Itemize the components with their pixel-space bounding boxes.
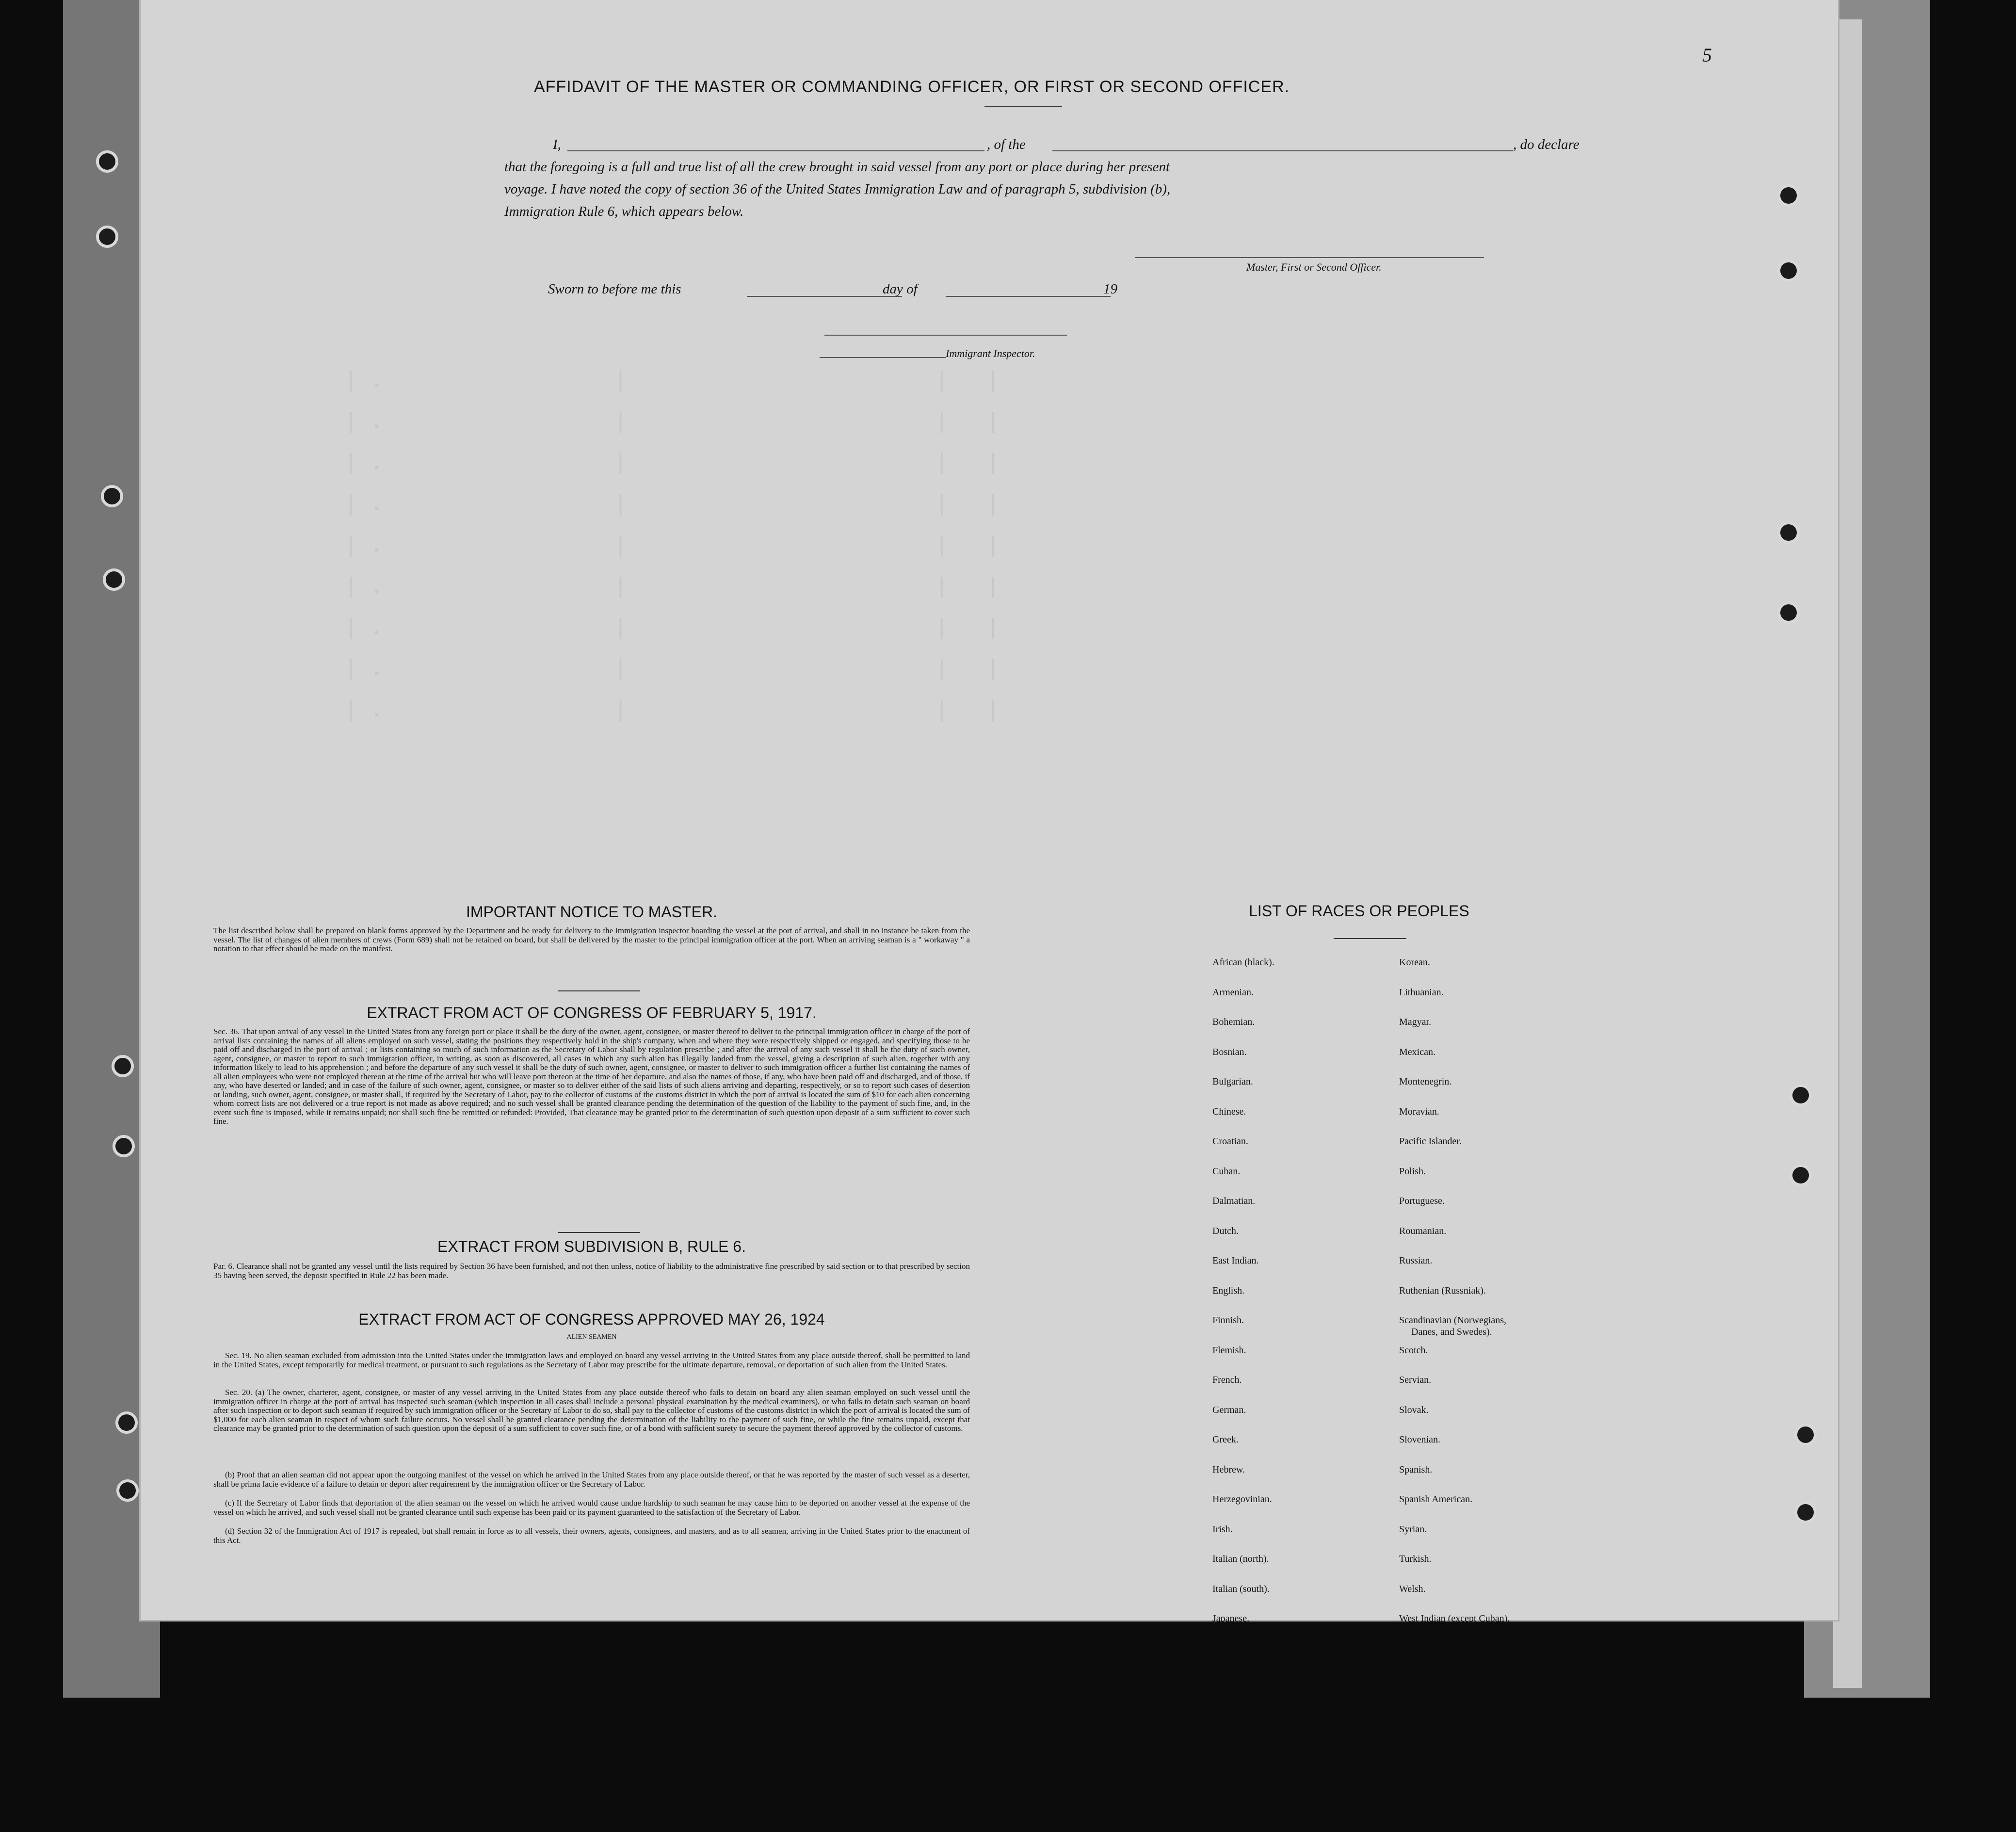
affidavit-do-declare: , do declare [1513,137,1580,152]
race-item: Korean. [1399,957,1430,968]
binder-hole [1777,259,1800,282]
race-item: Flemish. [1212,1345,1246,1356]
race-item: Montenegrin. [1399,1076,1452,1087]
binder-hole [103,568,125,591]
race-item: Hebrew. [1212,1464,1245,1475]
inspector-caption: Immigrant Inspector. [946,347,1035,359]
sworn-day-line [747,296,902,297]
race-item: African (black). [1212,957,1274,968]
binder-hole [101,485,123,507]
bleed-through-marks: | . | | | | . | | | | . | | | | . | | | | . | | | | . | | | | . | | | | . | | | | . | | | [344,367,1000,722]
vessel-blank-line [1052,150,1513,151]
notice-body: The list described below shall be prepared on blank forms approved by the Department and be ready for delivery to the immigration inspector boarding the vessel at the port of arrival, and shall in no instance be taken from the vessel. The list of changes of alien members of crews (Form 689) shall not be retained on board, but shall be delivered by the master to the principal immigration officer at the port. When an arriving seaman is a " workaway " a notation to that effect should be made on the manifest. [213,926,970,953]
extract-1924-p5: (d) Section 32 of the Immigration Act of 1917 is repealed, but shall remain in force as to all vessels, their owners, agents, consignees, and masters, and as to all seamen, arriving in the United States prior to the enactment of this Act. [213,1526,970,1545]
race-item: Dutch. [1212,1225,1239,1236]
race-item: Russian. [1399,1255,1433,1266]
notice-title: IMPORTANT NOTICE TO MASTER. [466,903,717,921]
document-page [141,0,1838,1624]
race-item: Greek. [1212,1434,1239,1445]
binder-hole [1777,601,1800,624]
affidavit-i: I, [553,137,561,152]
race-item: Chinese. [1212,1106,1246,1117]
sworn-day-of: day of [883,281,918,297]
binder-hole [116,1479,139,1502]
binder-hole [96,150,118,173]
race-item: Spanish American. [1399,1494,1473,1505]
sworn-year: 19 [1103,281,1117,297]
race-item: Danes, and Swedes). [1411,1327,1492,1337]
inspector-line-upper [824,335,1067,336]
notice-rule [558,990,640,991]
race-item: Portuguese. [1399,1196,1445,1206]
race-item: Japanese. [1212,1613,1250,1624]
extract-1924-subtitle: ALIEN SEAMEN [566,1333,617,1341]
race-item: Lithuanian. [1399,987,1444,998]
binder-hole [96,226,118,248]
affidavit-line-1: that the foregoing is a full and true list of all the crew brought in said vessel from any port or place during her present [504,159,1170,175]
race-item: Italian (south). [1212,1583,1270,1594]
race-item: West Indian (except Cuban). [1399,1613,1510,1624]
binder-hole [1794,1501,1817,1524]
binder-hole [113,1135,135,1157]
race-item: Pacific Islander. [1399,1136,1462,1147]
race-item: Ruthenian (Russniak). [1399,1285,1486,1296]
extract-1924-p4: (c) If the Secretary of Labor finds that deportation of the alien seaman on the vessel on which he arrived would cause undue hardship to such seaman he may cause him to be deported on another vessel at the expense of the vessel on which he arrived, and such vessel shall not be granted clearance until such expense has been paid or its payment guaranteed to the satisfaction of the Secretary of Labor. [213,1498,970,1517]
affidavit-line-3: Immigration Rule 6, which appears below. [504,204,744,219]
affidavit-title-rule [984,106,1062,107]
master-signature-line [1135,257,1484,258]
extract-1924-p3: (b) Proof that an alien seaman did not appear upon the outgoing manifest of the vessel on which he arrived in the United States from any place outside thereof, or that he was reported by the master of such vessel as a deserter, shall be prima facie evidence of a failure to detain or deport after requirement by the immigration officer or the Secretary of Labor. [213,1470,970,1489]
extract-1924-p1: Sec. 19. No alien seaman excluded from admission into the United States under the immigration laws and employed on board any vessel arriving in the United States from any place outside thereof, shall be permitted to land in the United States, except temporarily for medical treatment, or pursuant to such regulations as the Secretary of Labor may prescribe for the ultimate departure, removal, or deportation of such alien from the United States. [213,1351,970,1369]
rule6-body: Par. 6. Clearance shall not be granted any vessel until the lists required by Section 36 have been furnished, and not then unless, notice of liability to the administrative fine prescribed by said section or to that prescribed by section 35 having been served, the deposit specified in Rule 22 has been made. [213,1262,970,1280]
race-item: Finnish. [1212,1315,1244,1326]
race-item: Scandinavian (Norwegians, [1399,1315,1507,1326]
race-item: English. [1212,1285,1245,1296]
name-blank-line [567,150,984,151]
race-item: Dalmatian. [1212,1196,1256,1206]
race-item: East Indian. [1212,1255,1259,1266]
extract-1917-rule [558,1232,640,1233]
binder-hole [112,1055,134,1077]
binder-hole [1794,1424,1817,1446]
extract-1917-body: Sec. 36. That upon arrival of any vessel in the United States from any foreign port or place it shall be the duty of the owner, agent, consignee, or master thereof to deliver to the principal immigration officer in charge of the port of arrival lists containing the names of all aliens employed on such vessel, stating the positions they respectively hold in the ship's company, when and where they were respectively shipped or engaged, and specifying those to be paid off and discharged in the port of arrival ; or lists containing so much of such information as the Secretary of Labor shall by regulation prescribe ; and after the arrival of any such vessel it shall be the duty of such owner, agent, consignee, or master to report to such immigration officer, in writing, as soon as discovered, all cases in which any such alien has illegally landed from the vessel, giving a description of such alien, together with any information likely to lead to his apprehension ; and before the departure of any such vessel it shall be the duty of such owner, agent, consignee, or master to deliver to such immigration officer a further list containing the names of all alien employees who were not employed thereon at the time of the arrival but who will leave port thereon at the time of her departure, and also the names of those, if any, who have been paid off and discharged, and of those, if any, who have deserted or landed; and in case of the failure of such owner, agent, consignee, or master so to deliver either of the said lists of such aliens arriving and departing, respectively, or so to report such cases of desertion or landing, such owner, agent, consignee, or master shall, if required by the Secretary of Labor, pay to the collector of customs of the customs district in which the port of arrival is located the sum of $10 for each alien concerning whom correct lists are not delivered or a true report is not made as above required; and no such vessel shall be granted clearance pending the determination of the question of the liability to the payment of such fine, and, in the event such fine is imposed, while it remains unpaid; nor shall such fine be remitted or refunded: Provided, That clearance may be granted prior to the determination of such question upon deposit of a sum sufficient to cover such fine. [213,1027,970,1126]
race-item: Magyar. [1399,1017,1432,1027]
race-item: Spanish. [1399,1464,1433,1475]
races-rule [1334,938,1406,939]
races-title: LIST OF RACES OR PEOPLES [1249,902,1469,920]
race-item: Moravian. [1399,1106,1439,1117]
page-number: 5 [1702,44,1712,66]
race-item: Slovenian. [1399,1434,1440,1445]
extract-1924-p2: Sec. 20. (a) The owner, charterer, agent, consignee, or master of any vessel arriving in the United States from any place outside thereof who fails to detain on board any alien seaman employed on such vessel until the immigration officer in charge at the port of arrival has inspected such seaman (which inspection in all cases shall include a personal physical examination by the medical examiners), or who fails to detain such seaman on board after such inspection or to deport such seaman if required by such immigration officer or the Secretary of Labor to do so, shall pay to the collector of customs of the customs district in which the port of arrival is located the sum of $1,000 for each alien seaman in respect of whom such failure occurs. No vessel shall be granted clearance pending the determination of the liability to the payment of such fine, or while the fine remains unpaid, except that clearance may be granted prior to the determination of such question upon the deposit of a sum sufficient to cover such fine, or of a bond with sufficient surety to secure the payment thereof approved by the collector of customs. [213,1388,970,1433]
sworn-text: Sworn to before me this [548,281,681,297]
binder-hole [1790,1164,1812,1186]
affidavit-title: AFFIDAVIT OF THE MASTER OR COMMANDING OFFICER, OR FIRST OR SECOND OFFICER. [533,78,1290,96]
binder-hole [1777,184,1800,207]
master-signature-caption: Master, First or Second Officer. [1246,261,1382,273]
race-item: Bosnian. [1212,1046,1247,1057]
binder-hole [115,1411,138,1434]
race-item: Welsh. [1399,1583,1426,1594]
affidavit-line-2: voyage. I have noted the copy of section 36 of the United States Immigration Law and of paragraph 5, subdivision (b), [504,181,1171,197]
race-item: Bulgarian. [1212,1076,1253,1087]
race-item: German. [1212,1404,1246,1415]
race-item: Syrian. [1399,1524,1427,1535]
binder-hole [1790,1084,1812,1106]
race-item: Bohemian. [1212,1017,1255,1027]
rule6-title: EXTRACT FROM SUBDIVISION B, RULE 6. [437,1238,746,1255]
race-item: Italian (north). [1212,1554,1269,1564]
extract-1924-title: EXTRACT FROM ACT OF CONGRESS APPROVED MAY 26, 1924 [358,1311,825,1328]
race-item: Irish. [1212,1524,1233,1535]
affidavit-of-the: , of the [987,137,1026,152]
race-item: Scotch. [1399,1345,1428,1356]
race-item: French. [1212,1375,1242,1385]
race-item: Mexican. [1399,1046,1435,1057]
extract-1917-title: EXTRACT FROM ACT OF CONGRESS OF FEBRUARY 5, 1917. [367,1004,817,1021]
race-item: Slovak. [1399,1404,1429,1415]
sworn-month-line [946,296,1111,297]
race-item: Herzegovinian. [1212,1494,1272,1505]
race-item: Armenian. [1212,987,1254,998]
race-item: Servian. [1399,1375,1432,1385]
inspector-line [820,357,946,358]
race-item: Cuban. [1212,1166,1241,1177]
race-item: Roumanian. [1399,1225,1447,1236]
binder-hole [1777,521,1800,544]
race-item: Polish. [1399,1166,1426,1177]
race-item: Croatian. [1212,1136,1248,1147]
race-item: Turkish. [1399,1554,1432,1564]
